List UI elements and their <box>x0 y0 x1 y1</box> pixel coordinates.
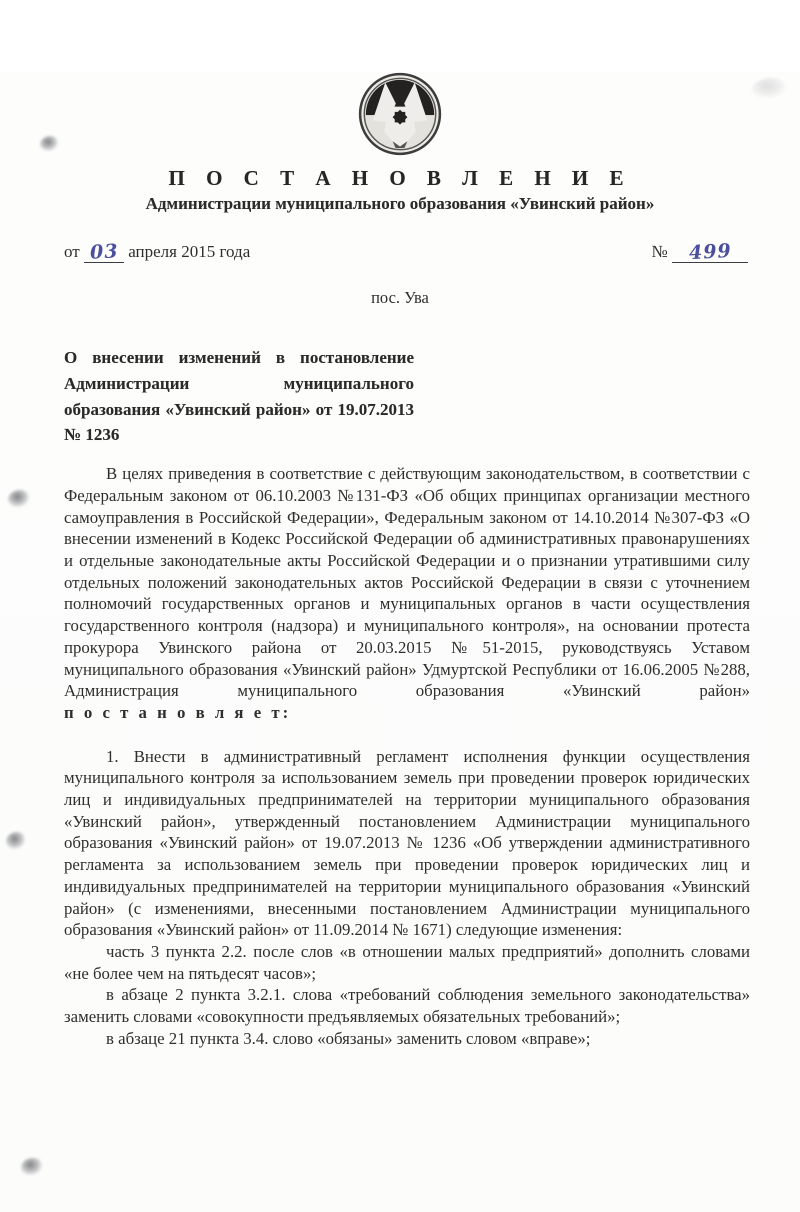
udmurtia-coat-of-arms-icon <box>358 72 442 156</box>
ink-smudge <box>8 490 29 507</box>
document-page <box>0 72 800 1212</box>
place-line: пос. Ува <box>371 288 429 307</box>
ink-smudge <box>21 1158 42 1175</box>
date-suffix: апреля 2015 года <box>128 242 251 261</box>
number-blank-underline <box>672 240 748 263</box>
body-item-3: в абзаце 2 пункта 3.2.1. слова «требований соблюдения земельного законодательства» заменить словами «совокупности предъявляемых обязательных требований»; <box>64 985 750 1027</box>
body-item-1: 1. Внести в административный регламент исполнения функции осуществления муниципального контроля за использованием земель при проведении проверок юридических лиц и индивидуальных предпринимателей на территории муниципального образования «Увинский район», утвержденный постановлением Администрации муниципального образования «Увинский район» от 19.07.2013 № 1236 «Об утверждении административного регламента за использованием земель при проведении проверок юридических лиц и индивидуальных предпринимателей на территории муниципального образования «Увинский район» (с изменениями, внесенными постановлением Администрации муниципального образования «Увинский район» от 11.09.2014 № 1671) следующие изменения: <box>64 746 750 940</box>
document-subtitle: Администрации муниципального образования «Увинский район» <box>145 194 655 213</box>
document-body <box>64 463 750 1049</box>
body-item-2: часть 3 пункта 2.2. после слов «в отношении малых предприятий» дополнить словами «не более чем на пятьдесят часов»; <box>64 941 750 983</box>
date-handwritten-value: 03 <box>89 240 119 264</box>
number-line <box>652 240 748 263</box>
resolve-word: п о с т а н о в л я е т: <box>64 702 292 722</box>
preamble-text: В целях приведения в соответствие с действующим законодательством, в соответствии с Федеральным законом от 06.10.2003 №131-ФЗ «Об общих принципах организации местного самоуправления в Российской Федерации», Федеральным законом от 14.10.2014 №307-ФЗ «О внесении изменений в Кодекс Российской Федерации об административных правонарушениях и отдельные законодательные акты Российской Федерации и о признании утратившими силу отдельных положений законодательных актов Российской Федерации в связи с уточнением полномочий государственных органов и муниципальных органов в части осуществления государственного контроля (надзора) и муниципального контроля», на основании протеста прокурора Увинского района от 20.03.2015 №51-2015, руководствуясь Уставом муниципального образования «Увинский район» Удмуртской Республики от 16.06.2005 №288, Администрация муниципального образования «Увинский район» <box>64 464 750 701</box>
number-label: № <box>651 242 668 261</box>
ink-smudge <box>752 78 786 98</box>
document-title: П О С Т А Н О В Л Е Н И Е <box>168 166 632 190</box>
number-handwritten-value: 499 <box>688 239 732 265</box>
date-line <box>64 240 250 263</box>
preamble-paragraph <box>64 463 750 723</box>
date-number-row <box>64 240 748 263</box>
date-prefix: от <box>64 242 80 261</box>
subject-heading: О внесении изменений в постановление Администрации муниципального образования «Увинский район» от 19.07.2013 № 1236 <box>64 348 414 445</box>
date-blank-underline <box>84 240 124 263</box>
ink-smudge <box>6 832 25 849</box>
ink-smudge <box>40 136 58 151</box>
body-item-4: в абзаце 21 пункта 3.4. слово «обязаны» заменить словом «вправе»; <box>106 1028 591 1048</box>
